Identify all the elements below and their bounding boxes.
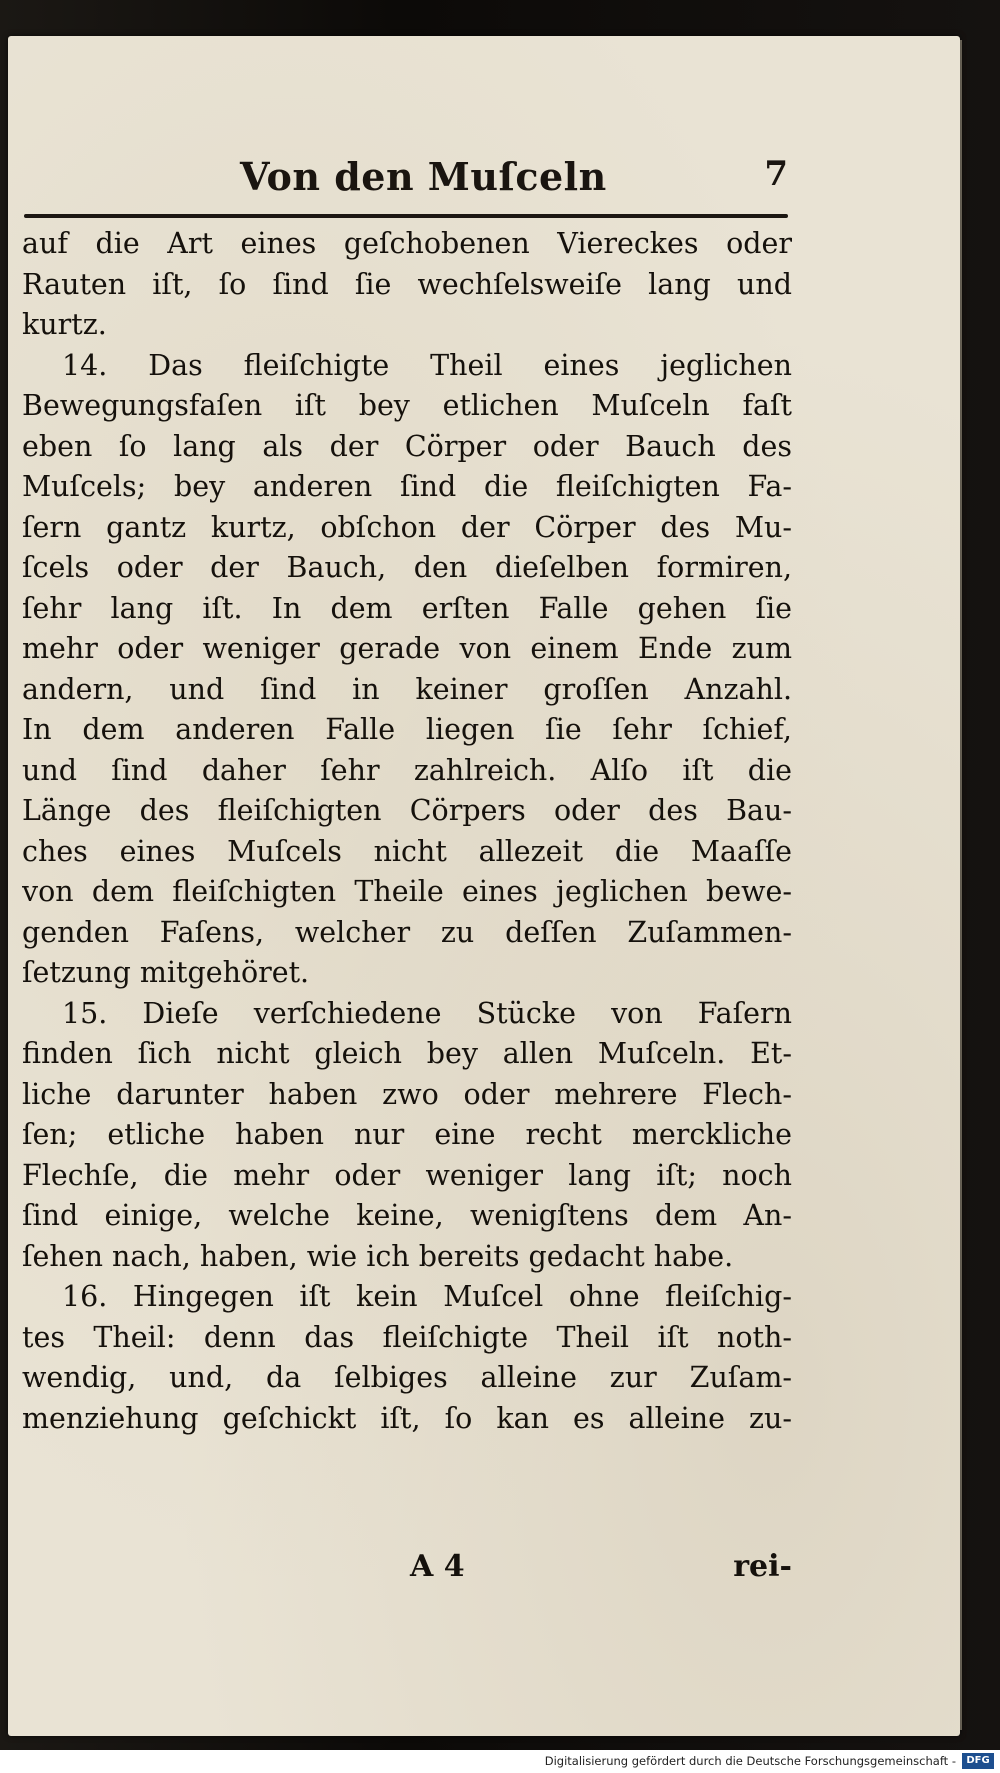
text-line: ſcels oder der Bauch, den dieſelben formiren, [22, 551, 792, 584]
text-line: kurtz. [22, 308, 107, 341]
paragraph-16-start: 16. Hingegen iſt kein Muſcel ohne fleiſchig- [62, 1280, 792, 1313]
credit-text: Digitalisierung gefördert durch die Deutsche Forschungsgemeinschaft - [544, 1754, 956, 1768]
page-number: 7 [764, 154, 788, 194]
text-line: Rauten iſt, ſo ſind ſie wechſelsweiſe lang und [22, 267, 792, 301]
text-line: Bewegungsfaſen iſt bey etlichen Muſceln faſt [22, 389, 792, 422]
text-line: von dem fleiſchigten Theile eines jeglichen bewe- [22, 875, 792, 908]
text-line: menziehung geſchickt iſt, ſo kan es alleine zu- [22, 1401, 792, 1435]
text-line: ſetzung mitgehöret. [22, 956, 310, 989]
text-line: ches eines Muſcels nicht allezeit die Maaſſe [22, 834, 792, 868]
dfg-logo: DFG [962, 1753, 994, 1769]
paragraph-14-start: 14. Das fleiſchigte Theil eines jeglichen [62, 348, 792, 382]
text-line: ſehen nach, haben, wie ich bereits gedacht habe. [22, 1239, 734, 1273]
text-line: wendig, und, da ſelbiges alleine zur Zuſam- [22, 1361, 792, 1394]
digitization-credit-bar [0, 1750, 1000, 1773]
text-line: ſern gantz kurtz, obſchon der Cörper des Mu- [22, 510, 792, 544]
body-text [22, 224, 792, 1439]
text-line: ſind einige, welche keine, wenigſtens dem An- [22, 1199, 792, 1232]
signature-mark: A 4 [410, 1549, 465, 1584]
text-line: finden ſich nicht gleich bey allen Muſceln. Et- [22, 1037, 792, 1070]
text-line: andern, und ſind in keiner groſſen Anzahl. [22, 672, 792, 706]
text-line: und ſind daher ſehr zahlreich. Alſo iſt die [22, 753, 792, 787]
text-line: In dem anderen Falle liegen ſie ſehr ſchief, [22, 713, 792, 746]
page-header [228, 154, 788, 210]
header-rule [24, 214, 788, 218]
text-line: tes Theil: denn das fleiſchigte Theil iſt noth- [22, 1320, 792, 1354]
text-line: mehr oder weniger gerade von einem Ende zum [22, 632, 792, 665]
text-line: genden Faſens, welcher zu deſſen Zuſammen- [22, 915, 792, 949]
text-line: eben ſo lang als der Cörper oder Bauch des [22, 429, 792, 463]
page-footer [22, 1549, 792, 1593]
text-line: Flechſe, die mehr oder weniger lang iſt; noch [22, 1158, 792, 1192]
text-line: ſen; etliche haben nur eine recht merckliche [22, 1118, 792, 1151]
text-line: liche darunter haben zwo oder mehrere Flech- [22, 1077, 792, 1111]
text-line: Muſcels; bey anderen ſind die fleiſchigten Fa- [22, 470, 792, 503]
paragraph-15-start: 15. Dieſe verſchiedene Stücke von Faſern [62, 996, 792, 1030]
text-line: ſehr lang iſt. In dem erſten Falle gehen ſie [22, 591, 792, 625]
catchword: rei- [733, 1549, 792, 1584]
book-page [8, 36, 960, 1736]
running-title: Von den Muſceln [240, 154, 607, 199]
text-line: auf die Art eines geſchobenen Viereckes oder [22, 227, 792, 260]
text-line: Länge des fleiſchigten Cörpers oder des Bau- [22, 794, 792, 827]
